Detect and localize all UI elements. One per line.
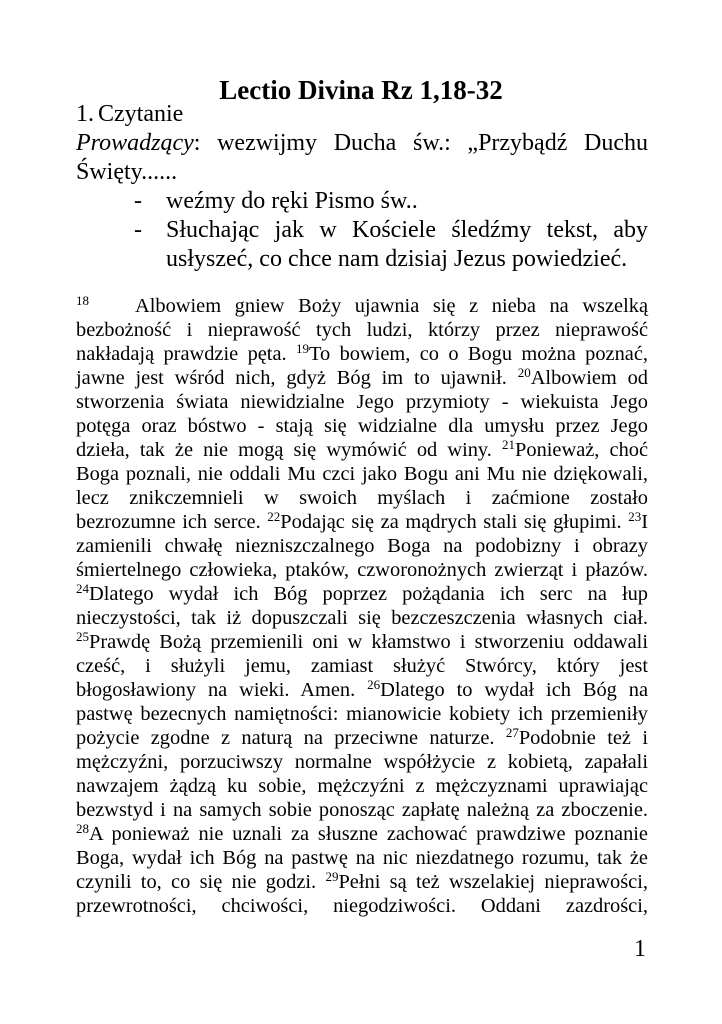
reading-line — [76, 894, 648, 918]
page-number: 1 — [634, 936, 646, 962]
verse-text: Prawdę Bożą przemienili oni w kłamstwo i stworzeniu oddawali — [89, 631, 648, 653]
section-number: 1. — [76, 101, 94, 127]
verse-number: 22 — [267, 509, 281, 524]
page-title: Lectio Divina Rz 1,18-32 — [219, 75, 503, 105]
reading-line: 18 Albowiem gniew Boży ujawnia się z nieba na wszelką — [76, 293, 648, 317]
reading-line — [76, 390, 648, 414]
reading-line — [76, 342, 648, 366]
verse-number: 25 — [76, 629, 89, 644]
reading-line — [76, 510, 648, 534]
verse-text: jawne jest wśród nich, gdyż Bóg im to ujawnił. — [76, 367, 518, 389]
verse-text: dzieła, tak że nie mogą się wymówić od winy. — [76, 439, 503, 461]
verse-text: Podając się za mądrych stali się głupimi. — [280, 511, 629, 533]
reading-line — [76, 534, 648, 558]
verse-text: lecz znikczemnieli w swoich myślach i zaćmione zostało — [76, 487, 648, 509]
verse-text: pastwę bezecnych namiętności: mianowicie kobiety ich przemieniły — [76, 703, 648, 725]
reading-line — [76, 462, 648, 486]
reading-line — [76, 726, 648, 750]
reading-line — [76, 438, 648, 462]
verse-number: 20 — [517, 365, 531, 380]
verse-text: Albowiem gniew Boży ujawnia się z nieba na wszelką — [135, 295, 648, 317]
leader-instruction-text: : wezwijmy Ducha św.: „Przybądź Duchu Święty...... — [76, 130, 648, 185]
verse-text: Albowiem od — [530, 367, 648, 389]
verse-text: nieczystości, tak iż dopuszczali się bezczeszczenia własnych ciał. — [76, 607, 648, 629]
steps-list — [76, 187, 648, 274]
list-item-text: Słuchając jak w Kościele śledźmy tekst, aby usłyszeć, co chce nam dzisiaj Jezus powiedzieć. — [166, 217, 648, 272]
verse-text: A ponieważ nie uznali za słuszne zachować prawdziwe poznanie — [89, 823, 648, 845]
verse-text: Podobnie też i — [518, 727, 648, 749]
reading-line — [76, 582, 648, 606]
intro-block — [76, 100, 648, 274]
reading-line — [76, 702, 648, 726]
reading-line — [76, 318, 648, 342]
list-marker: - — [134, 188, 142, 214]
reading-line — [76, 774, 648, 798]
verse-number: 23 — [628, 509, 642, 524]
verse-text: bezbożność i nieprawość tych ludzi, którzy przez nieprawość — [76, 319, 648, 341]
verse-text: bezrozumne ich serce. — [76, 511, 268, 533]
list-item — [134, 187, 648, 216]
reading-line — [76, 366, 648, 390]
reading-line — [76, 870, 648, 894]
reading-text — [76, 294, 648, 918]
verse-text: błogosławiony na wieki. Amen. — [76, 679, 368, 701]
verse-text: Dlatego to wydał ich Bóg na — [380, 679, 649, 701]
reading-line — [76, 486, 648, 510]
reading-line — [76, 822, 648, 846]
verse-text: potęga oraz bóstwo - stają się widzialne dla umysłu przez Jego — [76, 415, 648, 437]
verse-text: nawzajem żądzą ku sobie, mężczyźni z mężczyznami uprawiając — [76, 775, 648, 797]
verse-text: Boga, wydał ich Bóg na pastwę na nic niezdatnego rozumu, tak że — [76, 847, 648, 869]
reading-line — [76, 798, 648, 822]
verse-number: 24 — [76, 581, 89, 596]
verse-text: Ponieważ, choć — [515, 439, 649, 461]
verse-text: stworzenia świata niewidzialne Jego przymioty - wiekuista Jego — [76, 391, 648, 413]
verse-text: przewrotności, chciwości, niegodziwości. Oddani zazdrości, — [76, 895, 648, 917]
verse-text: Pełni są też wszelakiej nieprawości, — [338, 871, 648, 893]
reading-line — [76, 630, 648, 654]
section-heading — [76, 100, 648, 129]
verse-text: zamienili chwałę niezniszczalnego Boga na podobizny i obrazy — [76, 535, 648, 557]
verse-text: nakładają prawdzie pęta. — [76, 343, 296, 365]
verse-number: 28 — [76, 821, 89, 836]
verse-number: 21 — [502, 437, 516, 452]
speaker-label: Prowadzący — [76, 130, 194, 156]
verse-text: To bowiem, co o Bogu można poznać, — [308, 343, 648, 365]
reading-line — [76, 846, 648, 870]
leader-instruction — [76, 129, 648, 187]
verse-number: 27 — [505, 725, 519, 740]
verse-number: 19 — [295, 341, 309, 356]
reading-line — [76, 678, 648, 702]
list-item-text: weźmy do ręki Pismo św.. — [166, 188, 418, 214]
verse-text: cześć, i służyli jemu, zamiast służyć Stwórcy, który jest — [76, 655, 648, 677]
reading-line — [76, 750, 648, 774]
verse-number: 29 — [325, 869, 339, 884]
verse-text: pożycie zgodne z naturą na przeciwne naturze. — [76, 727, 506, 749]
verse-text: Boga poznali, nie oddali Mu czci jako Bogu ani Mu nie dziękowali, — [76, 463, 648, 485]
verse-text: czynili to, co się nie godzi. — [76, 871, 326, 893]
reading-line — [76, 558, 648, 582]
verse-number: 26 — [367, 677, 381, 692]
reading-line — [76, 414, 648, 438]
verse-text: Dlatego wydał ich Bóg poprzez pożądania ich serc na łup — [89, 583, 648, 605]
list-item — [134, 216, 648, 274]
verse-text: I — [641, 511, 648, 533]
reading-line — [76, 654, 648, 678]
verse-text: bezwstyd i na samych sobie ponosząc zapłatę należną za zboczenie. — [76, 799, 648, 821]
section-heading-label: Czytanie — [98, 101, 184, 127]
reading-line — [76, 606, 648, 630]
verse-text: śmiertelnego człowieka, ptaków, czworonożnych zwierząt i płazów. — [76, 559, 648, 581]
list-marker: - — [134, 217, 142, 243]
verse-text: mężczyźni, porzuciwszy normalne współżycie z kobietą, zapałali — [76, 751, 648, 773]
